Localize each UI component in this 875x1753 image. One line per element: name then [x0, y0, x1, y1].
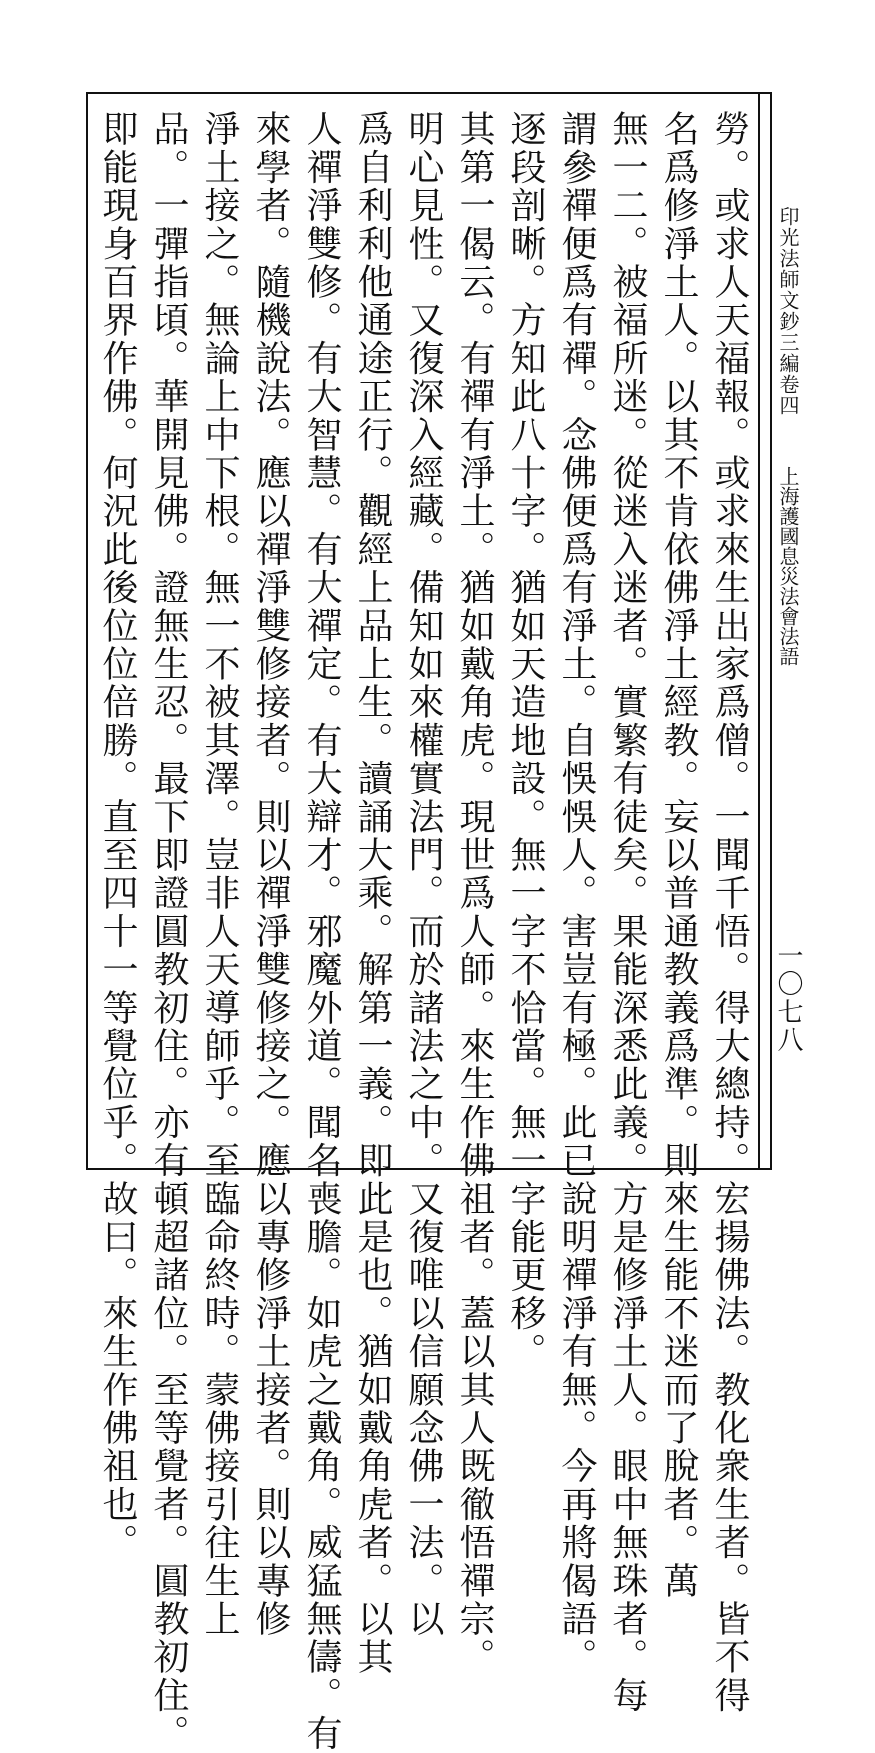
text-column-3: 無一二。被福所迷。從迷入迷者。實繁有徒矣。果能深悉此義。方是修淨土人。眼中無珠者。每	[607, 110, 648, 1715]
running-head: 印光法師文鈔三編卷四	[776, 206, 800, 416]
text-column-4: 謂參禪便爲有禪。念佛便爲有淨土。自悞悞人。害豈有極。此已說明禪淨有無。今再將偈語。	[556, 110, 597, 1677]
text-column-12: 品。一彈指頃。華開見佛。證無生忍。最下即證圓教初住。亦有頓超諸位。至等覺者。圓教初住。	[148, 110, 189, 1753]
margin-divider-outer	[770, 92, 771, 1170]
section-title: 上海護國息災法會法語	[776, 466, 800, 666]
text-column-6: 其第一偈云。有禪有淨土。猶如戴角虎。現世爲人師。來生作佛祖者。蓋以其人既徹悟禪宗。	[454, 110, 495, 1677]
text-column-7: 明心見性。又復深入經藏。備知如來權實法門。而於諸法之中。又復唯以信願念佛一法。以	[403, 110, 444, 1638]
text-column-9: 人禪淨雙修。有大智慧。有大禪定。有大辯才。邪魔外道。聞名喪膽。如虎之戴角。威猛無儔。有	[301, 110, 342, 1753]
text-column-11: 淨土接之。無論上中下根。無一不被其澤。豈非人天導師乎。至臨命終時。蒙佛接引往生上	[199, 110, 240, 1638]
text-column-10: 來學者。隨機說法。應以禪淨雙修接者。則以禪淨雙修接之。應以專修淨土接者。則以專修	[250, 110, 291, 1638]
text-column-1: 勞。或求人天福報。或求來生出家爲僧。一聞千悟。得大總持。宏揚佛法。教化衆生者。皆不得	[709, 110, 750, 1715]
text-column-2: 名爲修淨土人。以其不肯依佛淨土經教。妄以普通教義爲準。則來生能不迷而了脫者。萬	[658, 110, 699, 1600]
text-column-8: 爲自利利他通途正行。觀經上品上生。讀誦大乘。解第一義。即此是也。猶如戴角虎者。以其	[352, 110, 393, 1677]
text-column-13: 即能現身百界作佛。何況此後位位倍勝。直至四十一等覺位乎。故曰。來生作佛祖也。	[97, 110, 138, 1562]
page-number: 一〇七八	[773, 942, 803, 1054]
margin-divider-inner	[758, 92, 760, 1170]
text-column-5: 逐段剖晰。方知此八十字。猶如天造地設。無一字不恰當。無一字能更移。	[505, 110, 546, 1371]
